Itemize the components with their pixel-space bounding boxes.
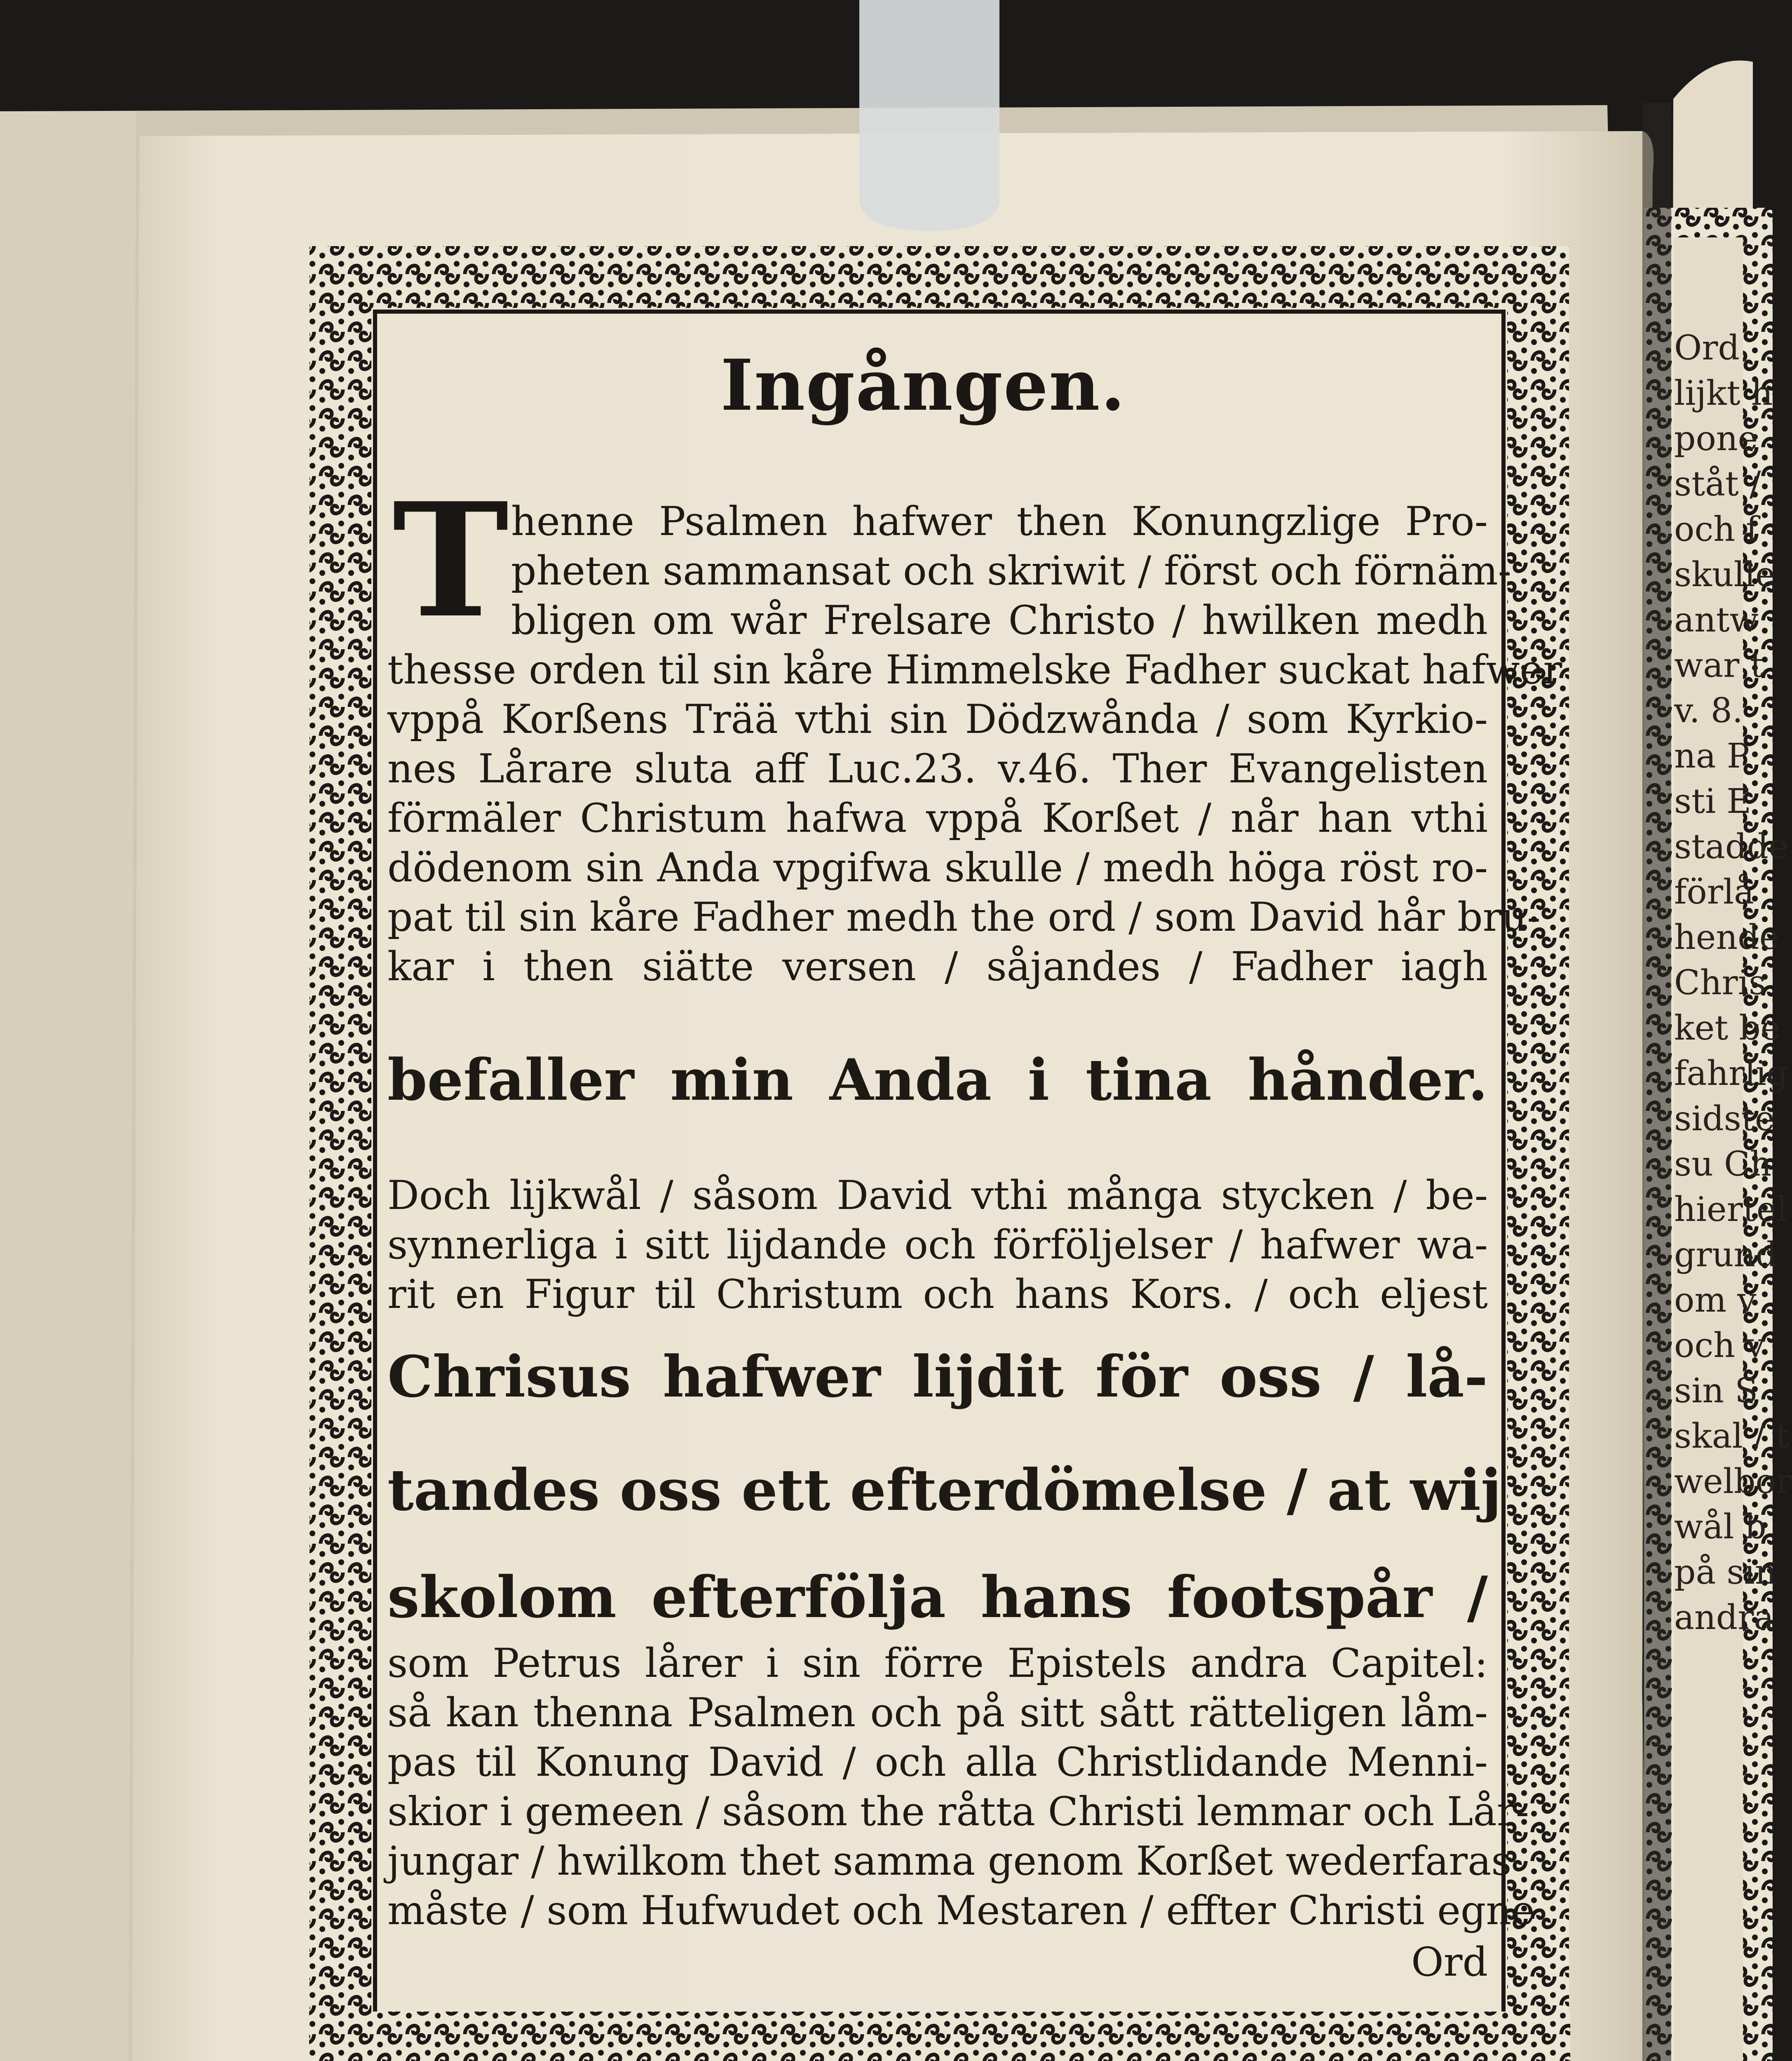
emphasized-line: skolom efterfölja hans footspår /: [387, 1563, 1488, 1631]
text-line: vppå Korßens Trää vthi sin Dödzwånda / som Kyrkio-: [387, 696, 1488, 742]
facing-line: och f: [1674, 510, 1759, 549]
facing-line: Chris: [1674, 963, 1766, 1002]
emphasized-line: Chrisus hafwer lijdit för oss / lå-: [387, 1343, 1488, 1410]
facing-line: skulle: [1674, 555, 1776, 594]
emphasized-line: befaller min Anda i tina hånder.: [387, 1046, 1488, 1113]
facing-line: stadde: [1674, 827, 1789, 866]
facing-line: och v: [1674, 1326, 1765, 1365]
text-line: jungar / hwilkom thet samma genom Korßet wederfaras: [387, 1838, 1512, 1884]
text-line: så kan thenna Psalmen och på sitt sått rätteligen låm-: [387, 1690, 1488, 1736]
text-line: pat til sin kåre Fadher medh the ord / som David hår bru-: [387, 894, 1541, 940]
facing-line: på sin: [1674, 1553, 1777, 1592]
facing-line: ket be: [1674, 1009, 1781, 1048]
text-line: henne Psalmen hafwer then Konungzlige Pro-: [511, 498, 1488, 545]
catchword: Ord: [1411, 1939, 1488, 1985]
text-line: Doch lijkwål / såsom David vthi många stycken / be-: [387, 1172, 1488, 1218]
facing-line: sidste: [1674, 1099, 1775, 1138]
facing-line: sti E: [1674, 782, 1752, 821]
facing-line: Ord: [1674, 329, 1740, 368]
text-line: rit en Figur til Christum och hans Kors. / och eljest: [387, 1271, 1488, 1317]
text-line: pheten sammansat och skriwit / först och förnäm-: [511, 548, 1512, 594]
text-line: dödenom sin Anda vpgifwa skulle / medh höga röst ro-: [387, 845, 1488, 891]
text-line: måste / som Hufwudet och Mestaren / effter Christi egne: [387, 1887, 1535, 1934]
facing-line: wål b: [1674, 1507, 1766, 1547]
text-line: synnerliga i sitt lijdande och förföljelser / hafwer wa-: [387, 1222, 1488, 1268]
facing-line: na P: [1674, 737, 1750, 776]
facing-line: v. 8.: [1674, 691, 1743, 730]
text-line: bligen om wår Frelsare Christo / hwilken medh: [511, 597, 1488, 643]
drop-cap: T: [392, 468, 509, 653]
facing-line: om v: [1674, 1281, 1757, 1320]
facing-line: lijkt h: [1674, 374, 1773, 413]
facing-line: antw: [1674, 601, 1759, 640]
page-heading: Ingången.: [720, 344, 1126, 427]
facing-line: fahrlig: [1674, 1054, 1788, 1093]
text-line: pas til Konung David / och alla Christlidande Menni-: [387, 1739, 1488, 1785]
facing-line: war t: [1674, 646, 1764, 685]
text-line: som Petrus lårer i sin förre Epistels andra Capitel:: [387, 1640, 1488, 1686]
text-line: nes Lårare sluta aff Luc.23. v.46. Ther Evangelisten: [387, 746, 1488, 792]
facing-line: welbor: [1674, 1462, 1792, 1501]
text-line: förmäler Christum hafwa vppå Korßet / når han vthi: [387, 795, 1488, 841]
facing-line: sin S: [1674, 1371, 1758, 1411]
facing-line: hende: [1674, 918, 1780, 957]
facing-line: skal / t: [1674, 1417, 1790, 1456]
facing-line: hiertel: [1674, 1190, 1787, 1229]
text-line: skior i gemeen / såsom the råtta Christi lemmar och Lår-: [387, 1789, 1529, 1835]
text-line: kar i then siätte versen / såjandes / Fadher iagh: [387, 944, 1488, 990]
facing-line: förlå: [1674, 873, 1754, 912]
text-line: thesse orden til sin kåre Himmelske Fadher suckat hafwer: [387, 647, 1562, 693]
facing-line: su Ch: [1674, 1145, 1772, 1184]
facing-line: grund: [1674, 1235, 1777, 1275]
emphasized-line: tandes oss ett efterdömelse / at wij: [387, 1456, 1501, 1523]
facing-line: pone: [1674, 419, 1758, 458]
facing-line: andra: [1674, 1598, 1774, 1637]
facing-line: ståt /: [1674, 465, 1761, 504]
